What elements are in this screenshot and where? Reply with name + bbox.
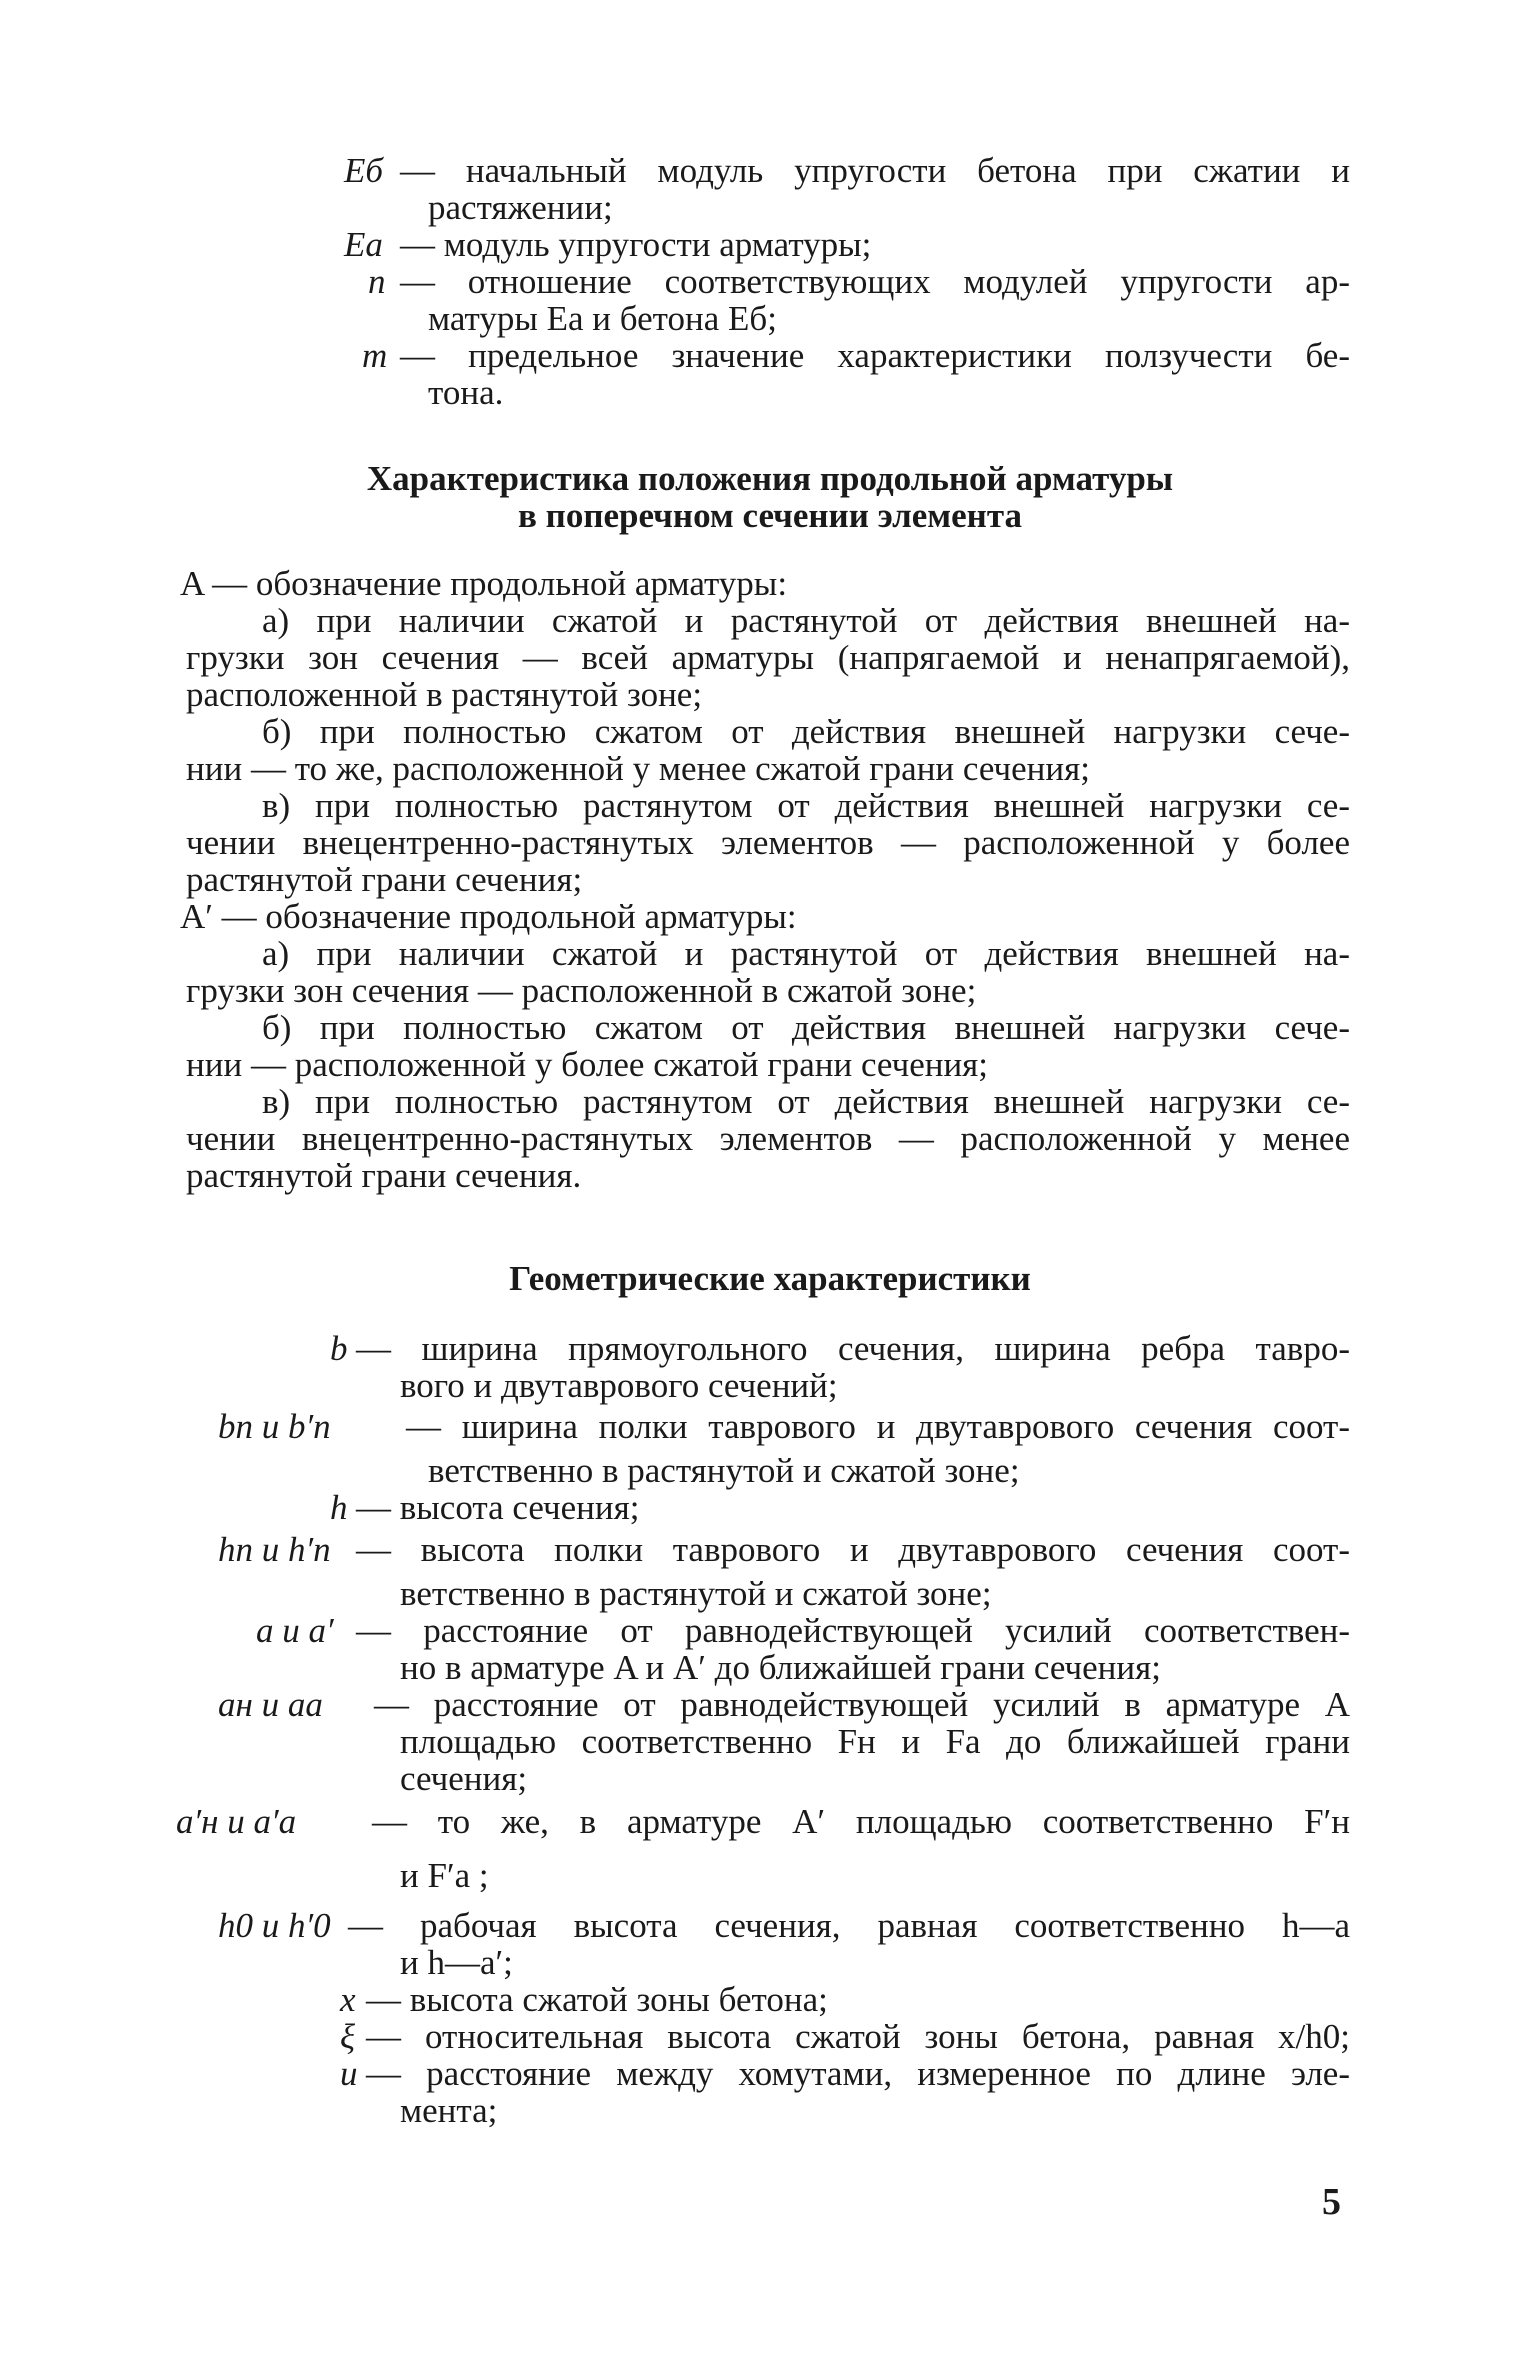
symbol-m: m <box>362 336 388 375</box>
def-h-line1: — высота сечения; <box>356 1488 640 1527</box>
symbol-e-b: Eб <box>344 151 383 190</box>
symbol-h-flange: hп и h′п <box>218 1530 331 1569</box>
page-number: 5 <box>1322 2181 1341 2223</box>
def-m-line2: тона. <box>428 373 504 412</box>
def-a-n-line2: площадью соответственно Fн и Fа до ближайшей грани <box>400 1722 1350 1761</box>
def-h0-line1: — рабочая высота сечения, равная соответственно h—a <box>348 1906 1350 1945</box>
symbol-a-n-a: aн и aа <box>218 1685 323 1724</box>
symbol-n: n <box>368 262 386 301</box>
paragraph-line: A′ — обозначение продольной арматуры: <box>180 897 797 936</box>
paragraph-line: растянутой грани сечения; <box>186 860 583 899</box>
def-h0-line2: и h—a′; <box>400 1943 513 1982</box>
paragraph-line: а) при наличии сжатой и растянутой от действия внешней на- <box>262 601 1350 640</box>
def-a-n-line1: — расстояние от равнодействующей усилий в арматуре A <box>374 1685 1350 1724</box>
def-e-b-line2: растяжении; <box>428 188 613 227</box>
paragraph-line: чении внецентренно-растянутых элементов — расположенной у более <box>186 823 1350 862</box>
def-b-flange-line2: ветственно в растянутой и сжатой зоне; <box>428 1451 1020 1490</box>
def-a-line2: но в арматуре A и A′ до ближайшей грани сечения; <box>400 1648 1161 1687</box>
def-h-flange-line1: — высота полки таврового и двутаврового сечения соот- <box>356 1530 1350 1569</box>
paragraph-line: а) при наличии сжатой и растянутой от действия внешней на- <box>262 934 1350 973</box>
paragraph-line: в) при полностью растянутом от действия внешней нагрузки се- <box>262 1082 1350 1121</box>
symbol-x: x <box>340 1980 356 2019</box>
symbol-h0: h0 и h′0 <box>218 1906 331 1945</box>
def-b-line1: — ширина прямоугольного сечения, ширина ребра тавро- <box>356 1329 1350 1368</box>
def-n-line2: матуры Eа и бетона Eб; <box>428 299 777 338</box>
paragraph-line: б) при полностью сжатом от действия внешней нагрузки сече- <box>262 1008 1350 1047</box>
def-m-line1: — предельное значение характеристики ползучести бе- <box>400 336 1350 375</box>
def-a-prime-line2: и F′а ; <box>400 1856 489 1895</box>
def-h-flange-line2: ветственно в растянутой и сжатой зоне; <box>400 1574 992 1613</box>
def-e-b-line1: — начальный модуль упругости бетона при сжатии и <box>400 151 1350 190</box>
def-xi-line1: — относительная высота сжатой зоны бетона, равная x/h0; <box>366 2017 1350 2056</box>
paragraph-line: в) при полностью растянутом от действия внешней нагрузки се- <box>262 786 1350 825</box>
paragraph-line: нии — расположенной у более сжатой грани сечения; <box>186 1045 989 1084</box>
symbol-e-a: Eа <box>344 225 383 264</box>
symbol-xi: ξ <box>340 2017 355 2056</box>
def-n-line1: — отношение соответствующих модулей упругости ар- <box>400 262 1350 301</box>
symbol-h: h <box>330 1488 348 1527</box>
paragraph-line: грузки зон сечения — расположенной в сжатой зоне; <box>186 971 977 1010</box>
def-b-line2: вого и двутаврового сечений; <box>400 1366 838 1405</box>
section1-title-line2: в поперечном сечении элемента <box>518 496 1022 535</box>
def-u-line2: мента; <box>400 2091 498 2130</box>
paragraph-line: б) при полностью сжатом от действия внешней нагрузки сече- <box>262 712 1350 751</box>
def-e-a-line1: — модуль упругости арматуры; <box>400 225 872 264</box>
def-a-prime-line1: — то же, в арматуре A′ площадью соответственно F′н <box>372 1802 1350 1841</box>
symbol-a-prime: a′н и a′а <box>176 1802 297 1841</box>
def-x-line1: — высота сжатой зоны бетона; <box>366 1980 828 2019</box>
paragraph-line: расположенной в растянутой зоне; <box>186 675 703 714</box>
def-u-line1: — расстояние между хомутами, измеренное по длине эле- <box>366 2054 1350 2093</box>
paragraph-line: грузки зон сечения — всей арматуры (напрягаемой и ненапрягаемой), <box>186 638 1350 677</box>
paragraph-line: нии — то же, расположенной у менее сжатой грани сечения; <box>186 749 1090 788</box>
section2-title: Геометрические характеристики <box>509 1259 1031 1298</box>
symbol-u: u <box>340 2054 358 2093</box>
paragraph-line: растянутой грани сечения. <box>186 1156 582 1195</box>
symbol-a: a и a′ <box>256 1611 334 1650</box>
def-a-n-line3: сечения; <box>400 1759 528 1798</box>
def-a-line1: — расстояние от равнодействующей усилий соответствен- <box>356 1611 1350 1650</box>
symbol-b: b <box>330 1329 348 1368</box>
paragraph-line: A — обозначение продольной арматуры: <box>180 564 788 603</box>
section1-title-line1: Характеристика положения продольной арматуры <box>366 459 1174 498</box>
paragraph-line: чении внецентренно-растянутых элементов — расположенной у менее <box>186 1119 1350 1158</box>
def-b-flange-line1: — ширина полки таврового и двутаврового сечения соот- <box>406 1407 1350 1446</box>
symbol-b-flange: bп и b′п <box>218 1407 331 1446</box>
